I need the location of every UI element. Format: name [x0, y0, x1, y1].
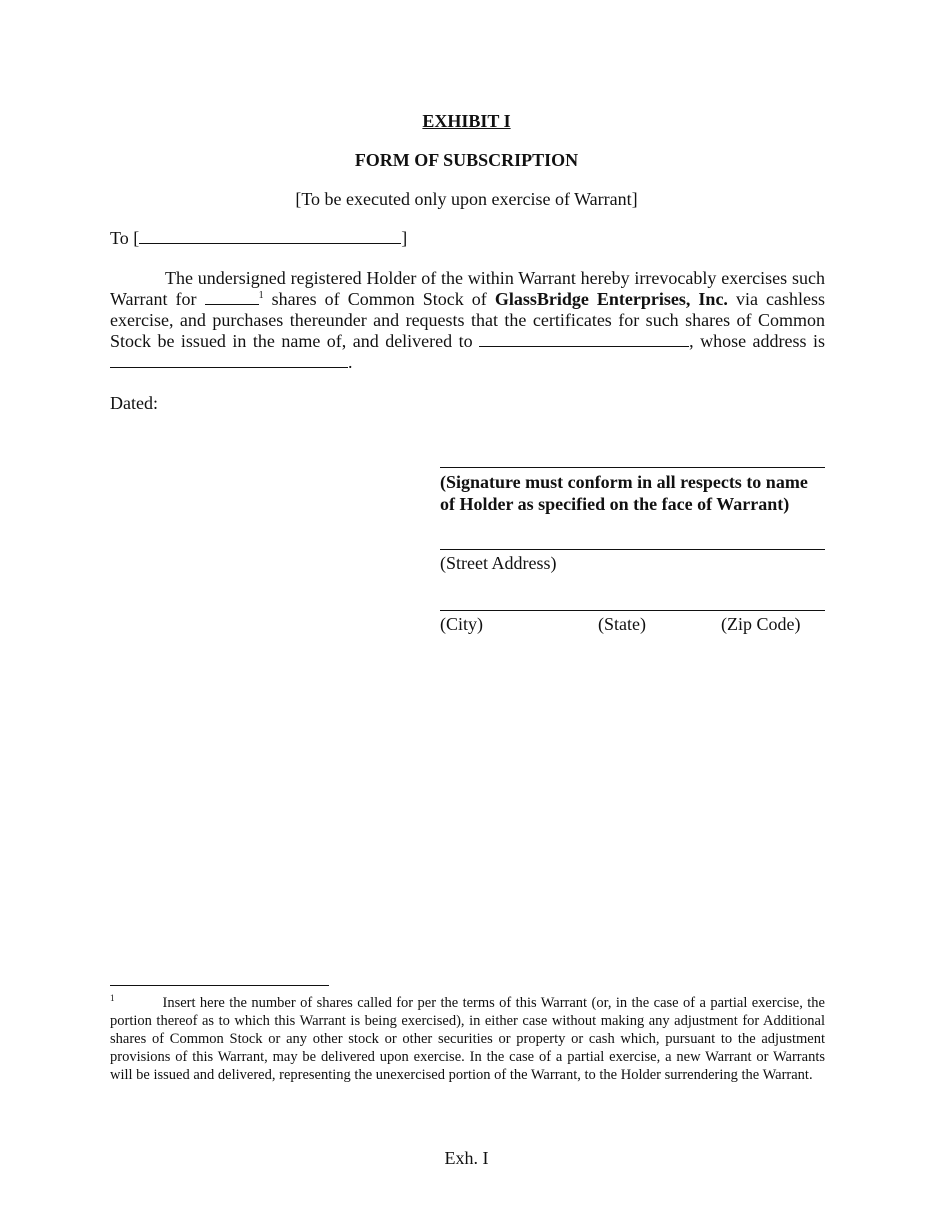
body-text: shares of Common Stock of — [271, 289, 487, 309]
body-line-1: The undersigned registered Holder of the within Warrant hereby irrevocably exercises such — [165, 268, 825, 288]
state-label: (State) — [598, 614, 646, 634]
dated-label: Dated: — [110, 393, 158, 413]
city-state-zip-line[interactable] — [440, 610, 825, 611]
body-line-3: exercise, and purchases thereunder and requests that the certificates for such shares of Common — [110, 310, 825, 330]
body-text: . — [348, 352, 353, 372]
to-prefix: To [ — [110, 228, 140, 248]
body-text: Warrant for — [110, 289, 197, 309]
form-title: FORM OF SUBSCRIPTION — [354, 150, 579, 170]
footnote-separator — [110, 985, 329, 986]
signature-line[interactable] — [440, 467, 825, 468]
street-address-label: (Street Address) — [440, 553, 557, 573]
body-text: , whose address is — [689, 331, 825, 351]
footnote-ref: 1 — [258, 290, 264, 301]
address-blank[interactable] — [110, 352, 348, 368]
signature-caption-line: (Signature must conform in all respects to name — [440, 472, 808, 492]
subscription-paragraph — [110, 268, 825, 373]
to-suffix: ] — [401, 228, 408, 248]
body-text: Stock be issued in the name of, and delivered to — [110, 331, 473, 351]
footnote — [110, 994, 825, 1084]
page-number: Exh. I — [444, 1148, 489, 1168]
recipient-blank[interactable] — [139, 228, 401, 244]
shares-blank[interactable] — [205, 289, 259, 305]
footnote-text: Insert here the number of shares called for per the terms of this Warrant (or, in the case of a partial exercise, the portion thereof as to which this Warrant is being exercised), in either case without making any adjustment for Additional shares of Common Stock or any other stock or other securities or property or cash which, pursuant to the adjustment provisions of this Warrant, may be delivered upon exercise. In the case of a partial exercise, a new Warrant or Warrants will be issued and delivered, representing the unexercised portion of the Warrant, to the Holder surrendering the Warrant. — [110, 995, 825, 1083]
signature-caption — [440, 471, 825, 515]
city-label: (City) — [440, 614, 483, 634]
delivered-to-blank[interactable] — [479, 331, 689, 347]
company-name: GlassBridge Enterprises, Inc. — [494, 289, 728, 309]
street-address-line[interactable] — [440, 549, 825, 550]
exhibit-heading: EXHIBIT I — [422, 111, 511, 131]
to-line — [110, 228, 407, 249]
execution-instruction: [To be executed only upon exercise of Warrant] — [295, 189, 638, 209]
zip-code-label: (Zip Code) — [721, 614, 801, 634]
signature-caption-line: of Holder as specified on the face of Warrant) — [440, 494, 790, 514]
footnote-number: 1 — [110, 993, 115, 1004]
body-text: via cashless — [735, 289, 825, 309]
